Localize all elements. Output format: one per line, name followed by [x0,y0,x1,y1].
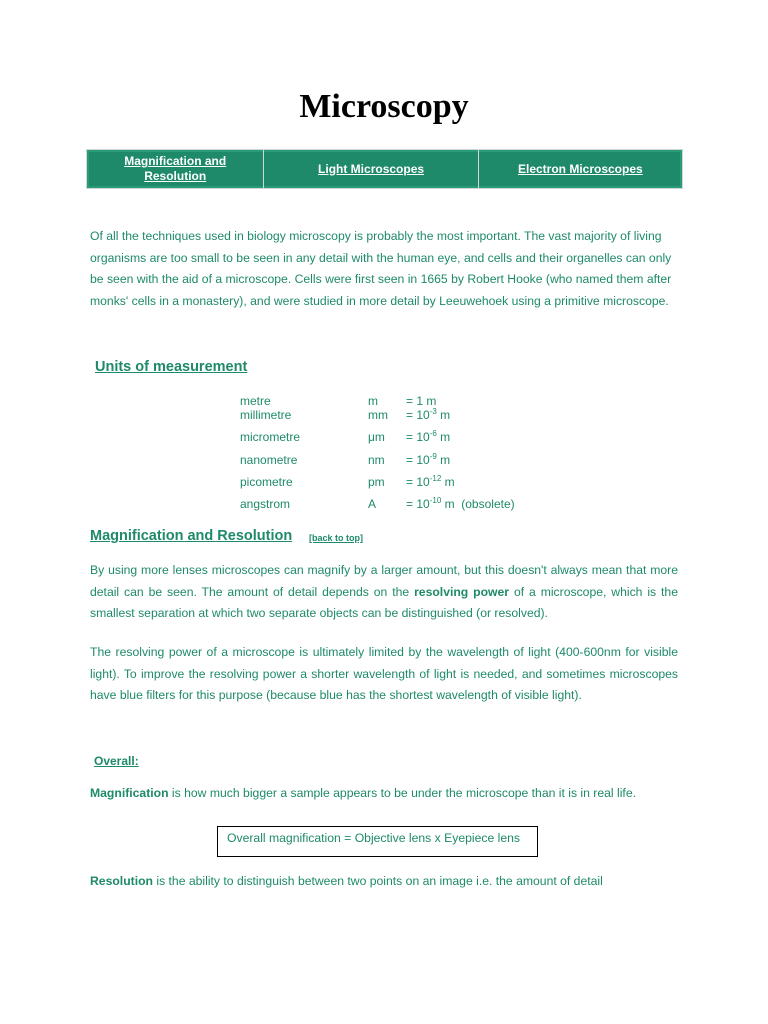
nav-link-electron-microscopes[interactable]: Electron Microscopes [517,161,643,176]
unit-name: micrometre [240,430,301,444]
magnification-term: Magnification [90,786,169,800]
nav-link-magnification[interactable] [87,150,264,188]
nav-bar [86,149,683,189]
unit-symbol: m [368,394,378,408]
resolving-power-paragraph: By using more lenses microscopes can magnify by a larger amount, but this doesn't always mean that more detail can be seen. The amount of detail depends on the resolving power of a microscope, which is the smallest separation at which two separate objects can be distinguished (or resolved). [90,563,678,621]
unit-name: metre [240,394,271,408]
unit-value: = $10^{-12}$ m [406,474,455,489]
page-title: Microscopy [299,88,469,125]
overall-heading: Overall: [94,754,139,768]
unit-value: = $10^{-6}$ m [406,429,451,444]
unit-symbol: μm [368,430,385,444]
formula-box: Overall magnification = Objective lens x Eyepiece lens [217,826,538,857]
unit-symbol: pm [368,475,385,489]
nav-link-magnification-label: Magnification and Resolution [124,154,227,183]
magnification-heading: Magnification and Resolution [90,528,293,544]
intro-paragraph: Of all the techniques used in biology microscopy is probably the most important. The vast majority of living organisms are too small to be seen in any detail with the human eye, and cells and their organelles can only be seen with the aid of a microscope. Cells were first seen in 1665 by Robert Hooke (who named them after monks' cells in a monastery), and were studied in more detail by Leeuwehoek using a primitive microscope. [90,229,672,309]
unit-name: nanometre [240,453,298,467]
unit-value: = $10^{-3}$ m [406,407,451,422]
unit-value: = $10^{-10}$ m (obsolete) [406,496,515,511]
unit-name: picometre [240,475,293,489]
resolution-term: Resolution [90,874,153,888]
unit-symbol: A [368,497,377,511]
unit-name: millimetre [240,408,292,422]
resolution-definition: Resolution is the ability to distinguish between two points on an image i.e. the amount of detail [90,874,603,888]
units-heading: Units of measurement [95,359,248,375]
nav-link-light-microscopes[interactable]: Light Microscopes [264,150,478,188]
unit-symbol: nm [368,453,385,467]
magnification-definition: Magnification is how much bigger a sample appears to be under the microscope than it is in real life. [90,786,636,800]
back-to-top-link[interactable]: [back to top] [309,533,363,543]
wavelength-paragraph: The resolving power of a microscope is ultimately limited by the wavelength of light (400-600nm for visible light). To improve the resolving power a shorter wavelength of light is needed, and sometimes microscopes have blue filters for this purpose (because blue has the shortest wavelength of visible light). [90,645,678,703]
unit-name: angstrom [240,497,291,511]
unit-value: = 1 m [406,394,437,408]
resolving-power-term: resolving power [414,584,510,599]
unit-symbol: mm [368,408,388,422]
unit-value: = $10^{-9}$ m [406,452,451,467]
